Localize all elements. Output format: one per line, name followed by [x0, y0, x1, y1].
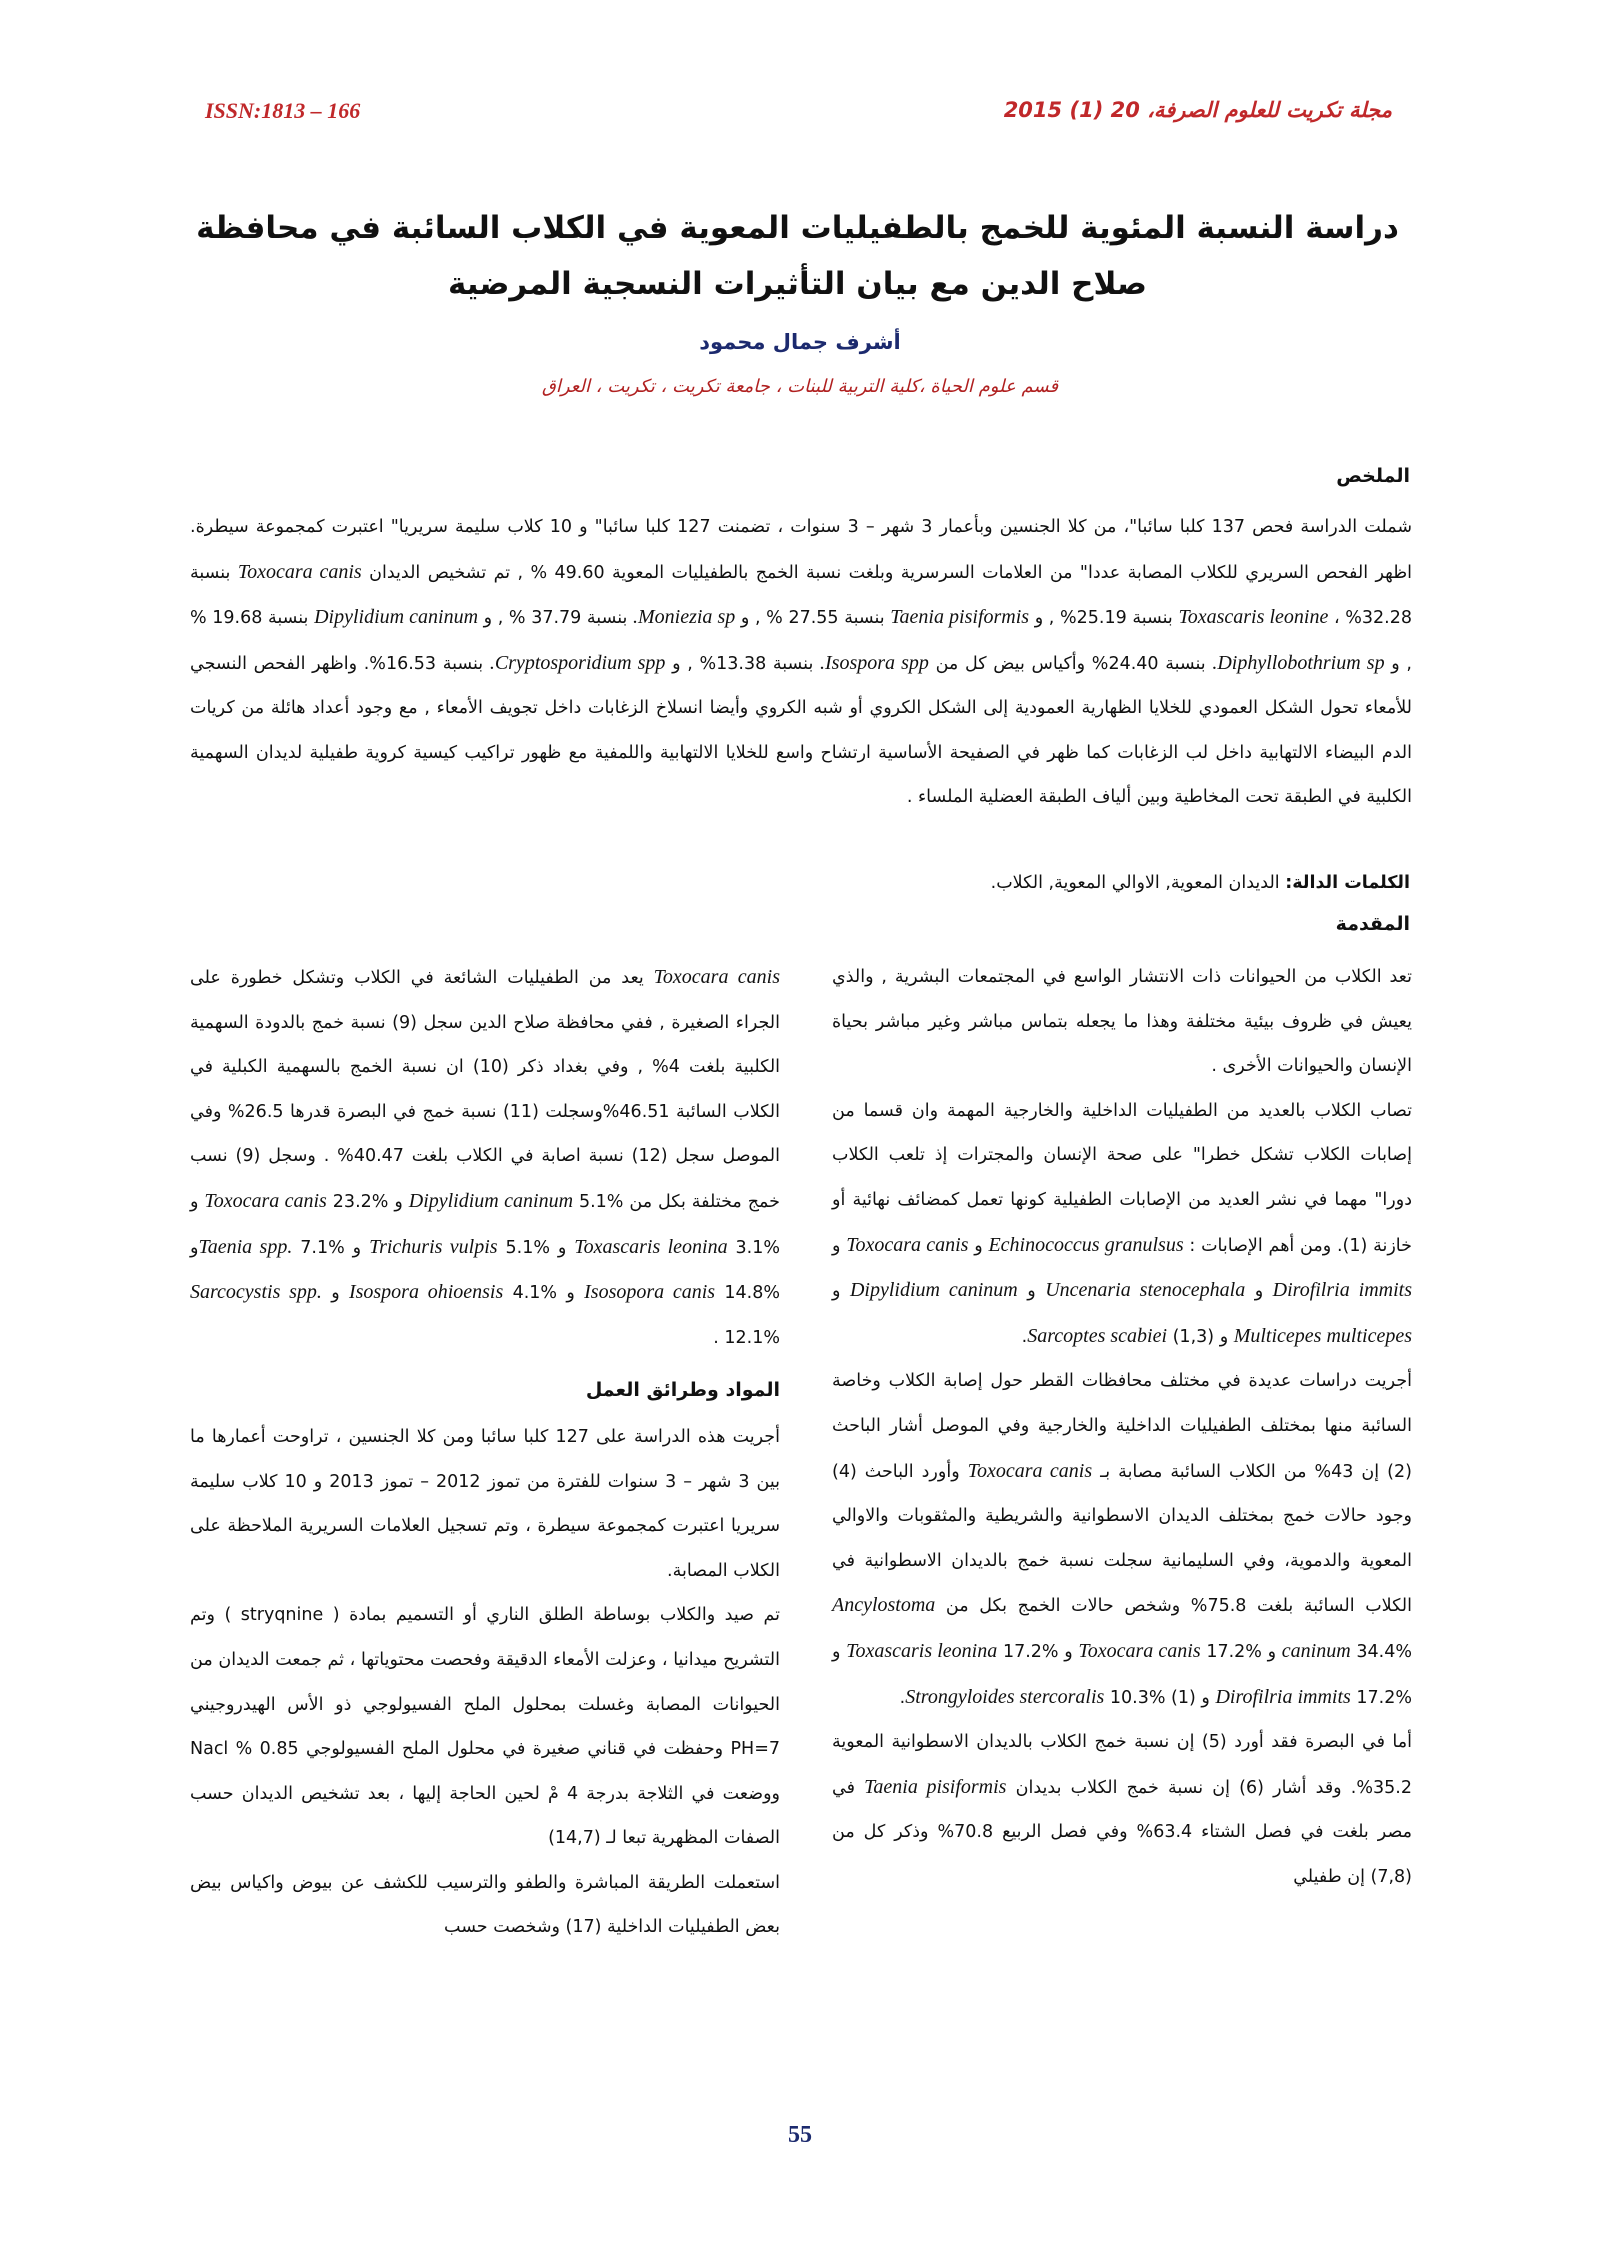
intro-text: وأورد الباحث (4) وجود حالات خمج بمختلف الديدان الاسطوانية والشريطية والمثقوبات والاوالي المعوية والدموية، وفي السليمانية سجلت نسبة خمج بالديدان الاسطوانية في الكلاب السائبة بلغت 75.8% وشخص حالات الخمج بكل من: [832, 1461, 1412, 1617]
species-name: Taenia pisiformis: [890, 606, 1030, 628]
species-name: Toxascaris leonina: [574, 1235, 728, 1258]
species-name: Taenia pisiformis: [864, 1775, 1007, 1798]
intro-text: 17.2% و: [832, 1641, 1059, 1662]
conjunction: و: [832, 1235, 841, 1256]
issn-header: ISSN:1813 – 166: [205, 98, 361, 123]
conjunction: و: [1027, 1281, 1036, 1302]
species-name: Taenia spp.: [198, 1235, 293, 1258]
intro-text: 7.1%و: [190, 1237, 345, 1258]
intro-text: 4.1% و: [331, 1283, 558, 1304]
species-name: Multicepes multicepes: [1233, 1324, 1412, 1347]
intro-text: 12.1% .: [713, 1327, 780, 1348]
intro-text: 17.2% و: [1064, 1641, 1262, 1662]
species-name: Echinococcus granulsus: [988, 1233, 1184, 1256]
abstract-text: بنسبة 27.55 % , و: [740, 608, 885, 628]
abstract-text: بنسبة 19.68 % , و: [190, 608, 1412, 674]
species-name: Dirofilria immits: [1272, 1279, 1412, 1302]
species-name: Cryptosporidium spp.: [489, 651, 666, 674]
intro-text: 17.2% و: [1201, 1687, 1412, 1708]
right-column: [832, 955, 1412, 1899]
intro-paragraph: تعد الكلاب من الحيوانات ذات الانتشار الواسع في المجتمعات البشرية , والذي يعيش في ظروف بيئية مختلفة وهذا ما يجعله بتماس مباشر وغير مباشر بحياة الإنسان والحيوانات الأخرى .: [832, 967, 1412, 1077]
methods-paragraph: تم صيد والكلاب بوساطة الطلق الناري أو التسميم بمادة ( stryqnine ) وتم التشريح ميدانيا ، وعزلت الأمعاء الدقيقة وفحصت محتوياتها ، ثم جمعت الديدان من الحيوانات المصابة وغسلت بمحلول الملح الفسيولوجي ذو الأس الهيدروجيني PH=7 وحفظت في قناني صغيرة في محلول الملح الفسيولوجي 0.85 % Nacl ووضعت في الثلاجة بدرجة 4 مْ لحين الحاجة إليها ، بعد تشخيص الديدان حسب الصفات المظهرية تبعا لـ (14,7): [190, 1605, 781, 1849]
abstract-text: بنسبة 32.28% ،: [190, 562, 1412, 628]
species-name: Dipylidium caninum: [408, 1189, 574, 1212]
species-name: Toxocara canis: [237, 560, 362, 583]
species-name: Moniezia sp.: [633, 606, 736, 628]
species-name: Isosopora canis: [584, 1281, 716, 1304]
intro-text: تصاب الكلاب بالعديد من الطفيليات الداخلية والخارجية المهمة وان قسما من إصابات الكلاب تشكل خطرا" على صحة الإنسان والمجترات إذ تلعب الكلاب دورا" مهما في نشر العديد من الإصابات الطفيلية كونها تعمل كمضائف نهائية أو خازنة (1). ومن أهم الإصابات :: [832, 1100, 1412, 1256]
abstract-text: بنسبة 25.19% , و: [1034, 608, 1173, 628]
journal-header: مجلة تكريت للعلوم الصرفة، 20 (1) 2015: [1003, 98, 1392, 122]
intro-text: 34.4% و: [1267, 1641, 1412, 1662]
species-name: Ancylostoma caninum: [832, 1594, 1351, 1662]
intro-text: 14.8% و: [566, 1283, 780, 1304]
intro-text: أجريت دراسات عديدة في مختلف محافظات القطر حول إصابة الكلاب وخاصة السائبة منها بمختلف الطفيليات الداخلية والخارجية وفي الموصل أشار الباحث (2) إن 43% من الكلاب السائبة مصابة بـ: [832, 1371, 1412, 1482]
keywords-text: الديدان المعوية, الاوالي المعوية, الكلاب.: [990, 873, 1280, 893]
conjunction: و: [1219, 1326, 1229, 1347]
intro-paragraph: [832, 1359, 1412, 1720]
abstract-text: بنسبة 13.38% , و: [672, 653, 814, 674]
intro-text: يعد من الطفيليات الشائعة في الكلاب وتشكل خطورة على الجراء الصغيرة , ففي محافظة صلاح الدين سجل (9) نسبة خمج بالدودة السهمية الكلبية بلغت 4% , وفي بغداد ذكر (10) ان نسبة الخمج بالسهمية الكبلية في الكلاب السائبة 46.51%وسجلت (11) نسبة خمج في البصرة قدرها 26.5% وفي الموصل سجل (12) نسبة اصابة في الكلاب بلغت 40.47% . وسجل (9) نسب خمج مختلفة بكل من: [190, 968, 781, 1212]
species-name: Isospora spp.: [820, 651, 929, 674]
species-name: Dirofilria immits: [1215, 1685, 1351, 1708]
methods-paragraph: أجريت هذه الدراسة على 127 كلبا سائبا ومن كلا الجنسين ، تراوحت أعمارها ما بين 3 شهر – 3 سنوات للفترة من تموز 2012 – تموز 2013 و 10 كلاب سليمة سريريا اعتبرت كمجموعة سيطرة ، وتم تسجيل العلامات السريرية الملاحظة على الكلاب المصابة.: [190, 1426, 780, 1581]
species-name: Diphyllobothrium sp.: [1212, 651, 1385, 674]
paper-title: دراسة النسبة المئوية للخمج بالطفيليات المعوية في الكلاب السائبة في محافظة صلاح الدين مع بيان التأثيرات النسجية المرضية: [196, 210, 1399, 302]
species-name: Toxocara canis: [967, 1459, 1093, 1482]
intro-paragraph: [190, 955, 780, 1360]
methods-heading: المواد وطرائق العمل: [585, 1379, 780, 1402]
author-affiliation: قسم علوم الحياة ،كلية التربية للبنات ، جامعة تكريت ، تكريت ، العراق: [541, 376, 1059, 397]
species-name: Toxocara canis: [846, 1233, 969, 1256]
species-name: Dipylidium caninum: [314, 606, 479, 628]
species-name: Dipylidium caninum: [849, 1279, 1018, 1302]
intro-text: 5.1% و: [394, 1191, 624, 1212]
species-name: Toxascaris leonine: [1178, 606, 1329, 628]
left-column: [190, 955, 780, 1950]
abstract-text: شملت الدراسة فحص 137 كلبا سائبا"، من كلا الجنسين وبأعمار 3 شهر – 3 سنوات ، تضمنت 127 كلبا سائبا" و 10 كلاب سليمة سريريا" اعتبرت كمجموعة سيطرة. اظهر الفحص السريري للكلاب المصابة عددا" من العلامات السرسرية وبلغت نسبة الخمج بالطفيليات المعوية 49.60 % , تم تشخيص الديدان: [190, 517, 1413, 583]
abstract-body: [190, 505, 1412, 820]
keywords-label: الكلمات الدالة:: [1285, 873, 1410, 893]
intro-heading: المقدمة: [1335, 913, 1410, 935]
species-name: Toxocara canis: [1078, 1639, 1201, 1662]
abstract-text: بنسبة 16.53%. واظهر الفحص النسجي للأمعاء تحول الشكل العمودي للخلايا الظهارية العمودية إلى الشكل الكروي أو شبه الكروي وأيضا انسلاخ الزغابات داخل تجويف الأمعاء , مع وجود أعداد هائلة من كريات الدم البيضاء الالتهابية داخل لب الزغابات كما ظهر في الصفيحة الأساسية ارتشاح واسع للخلايا الالتهابية واللمفية مع ظهور تراكيب كيسية كروية طفيلية لديدان السهمية الكلبية في الطبقة تحت المخاطية وبين ألياف الطبقة العضلية الملساء .: [190, 653, 1412, 807]
author-name: أشرف جمال محمود: [699, 330, 901, 354]
species-name: Sarcocystis spp.: [190, 1281, 322, 1304]
species-name: Trichuris vulpis: [369, 1235, 498, 1258]
species-name: Toxocara canis: [653, 966, 780, 988]
intro-paragraph: [832, 1720, 1412, 1899]
intro-text: أما في البصرة فقد أورد (5) إن نسبة خمج الكلاب بالديدان الاسطوانية المعوية 35.2%. وقد أشار (6) إن نسبة خمج الكلاب بديدان: [832, 1732, 1412, 1798]
abstract-heading: الملخص: [1336, 465, 1410, 487]
intro-text: 5.1% و: [352, 1237, 550, 1258]
abstract-text: بنسبة 37.79 % , و: [483, 608, 628, 628]
species-name: Isospora ohioensis: [348, 1281, 504, 1304]
species-name: Uncenaria stenocephala: [1045, 1279, 1246, 1302]
intro-text: 10.3% (1).: [899, 1687, 1196, 1708]
species-name: Toxascaris leonina: [846, 1639, 998, 1662]
species-name: Toxocara canis: [204, 1189, 327, 1212]
intro-text: في مصر بلغت في فصل الشتاء 63.4% وفي فصل الربيع 70.8% وذكر كل من (7,8) إن طفيلي: [832, 1777, 1412, 1887]
conjunction: و: [832, 1281, 841, 1302]
page-number: 55: [788, 2122, 812, 2148]
species-name: Sarcoptes scabiei: [1027, 1324, 1168, 1347]
keywords: [190, 873, 1410, 893]
abstract-text: بنسبة 24.40% وأكياس بيض كل من: [935, 653, 1206, 674]
methods-paragraph: استعملت الطريقة المباشرة والطفو والترسيب للكشف عن بيوض واكياس بيض بعض الطفيليات الداخلية (17) وشخصت حسب: [190, 1872, 780, 1938]
conjunction: و: [1254, 1281, 1264, 1302]
species-name: Strongyloides stercoralis: [905, 1685, 1105, 1708]
citation: (1,3).: [1021, 1326, 1215, 1347]
intro-paragraph: [832, 1089, 1412, 1360]
intro-text: 23.2% و: [190, 1191, 389, 1212]
conjunction: و: [974, 1235, 983, 1256]
intro-text: 3.1% و: [557, 1237, 781, 1258]
